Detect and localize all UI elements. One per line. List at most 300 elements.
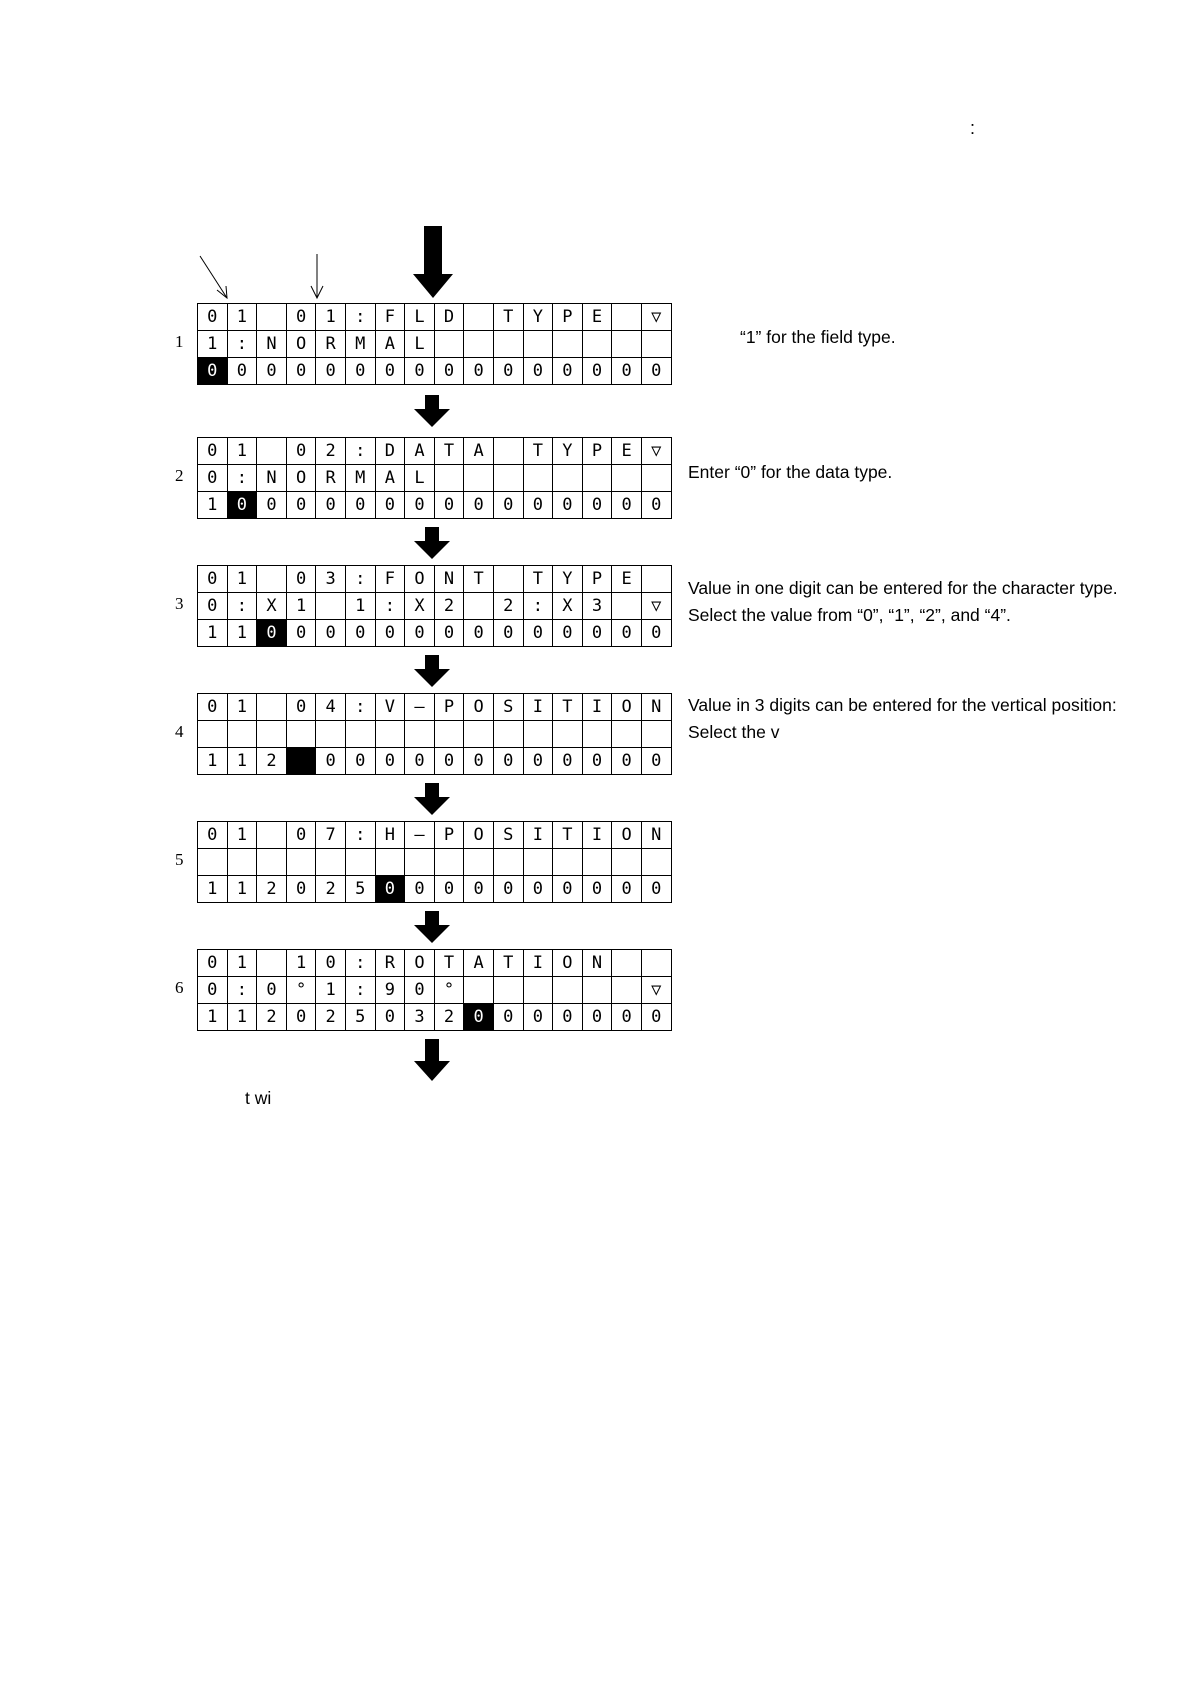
lcd-cell: T <box>435 950 465 977</box>
lcd-cell: 0 <box>642 1004 672 1031</box>
lcd-cell: D <box>435 304 465 331</box>
lcd-cell: : <box>228 331 258 358</box>
lcd-cell: : <box>376 593 406 620</box>
lcd-cell: L <box>405 304 435 331</box>
lcd-cell <box>494 465 524 492</box>
lcd-cell: 0 <box>612 620 642 647</box>
lcd-cell <box>524 849 554 876</box>
lcd-cell: 0 <box>376 492 406 519</box>
lcd-cell: : <box>346 438 376 465</box>
lcd-cell: 0 <box>287 620 317 647</box>
lcd-cell: 9 <box>376 977 406 1004</box>
lcd-cell: 0 <box>464 876 494 903</box>
lcd-cell: N <box>435 566 465 593</box>
lcd-cell: 0 <box>198 304 228 331</box>
lcd-cell: 1 <box>228 566 258 593</box>
lcd-cell: 1 <box>346 593 376 620</box>
lcd-cell: S <box>494 694 524 721</box>
lcd-cell <box>642 849 672 876</box>
lcd-cell <box>612 849 642 876</box>
lcd-cell: Y <box>553 438 583 465</box>
lcd-cell: 0 <box>346 620 376 647</box>
lcd-cell: 0 <box>612 1004 642 1031</box>
lcd-cell: H <box>376 822 406 849</box>
lcd-cell <box>435 849 465 876</box>
down-arrow-icon <box>414 1039 450 1081</box>
lcd-cell <box>228 721 258 748</box>
note-line: Value in one digit can be entered for the character type. <box>688 578 1118 598</box>
lcd-cell: 1 <box>228 1004 258 1031</box>
lcd-cell <box>612 593 642 620</box>
note-line: Enter “0” for the data type. <box>688 462 893 482</box>
lcd-cell: O <box>287 465 317 492</box>
lcd-cell: F <box>376 304 406 331</box>
lcd-cell: X <box>257 593 287 620</box>
lcd-cell: 0 <box>316 620 346 647</box>
lcd-cell: 0 <box>642 358 672 385</box>
lcd-cell: 0 <box>524 1004 554 1031</box>
lcd-cell: 0 <box>553 358 583 385</box>
lcd-cell: 0 <box>198 438 228 465</box>
lcd-screen-6 <box>197 949 672 1031</box>
lcd-cell: 1 <box>228 950 258 977</box>
lcd-cell: 0 <box>316 358 346 385</box>
lcd-cell: ▽ <box>642 304 672 331</box>
lcd-cursor-cell: 0 <box>228 492 258 519</box>
lcd-cell: N <box>257 331 287 358</box>
lcd-cell: 1 <box>228 304 258 331</box>
lcd-cell: : <box>228 593 258 620</box>
lcd-cell: T <box>553 822 583 849</box>
lcd-screen-4 <box>197 693 672 775</box>
lcd-cell: O <box>612 694 642 721</box>
lcd-cell: 0 <box>405 358 435 385</box>
lcd-cell: I <box>524 822 554 849</box>
lcd-cell: 0 <box>553 748 583 775</box>
lcd-cell: N <box>642 822 672 849</box>
lcd-cell: 2 <box>316 1004 346 1031</box>
lcd-cell: E <box>612 566 642 593</box>
lcd-cell <box>524 465 554 492</box>
lcd-cell: 1 <box>228 438 258 465</box>
lcd-cell: 0 <box>198 465 228 492</box>
lcd-cell: ▽ <box>642 593 672 620</box>
lcd-cell: T <box>494 304 524 331</box>
step-number-6: 6 <box>175 978 184 997</box>
note-line: “1” for the field type. <box>740 327 896 347</box>
lcd-cell: S <box>494 822 524 849</box>
lcd-cell: 1 <box>228 694 258 721</box>
lcd-cell: 0 <box>553 876 583 903</box>
lcd-cell <box>583 331 613 358</box>
lcd-cell: 7 <box>316 822 346 849</box>
lcd-cell: Y <box>524 304 554 331</box>
lcd-cell <box>257 694 287 721</box>
lcd-cell: D <box>376 438 406 465</box>
lcd-screen-3 <box>197 565 672 647</box>
lcd-cell: 0 <box>435 358 465 385</box>
lcd-cell <box>494 721 524 748</box>
lcd-cell: 5 <box>346 876 376 903</box>
lcd-cell: 2 <box>435 1004 465 1031</box>
lcd-cell <box>464 465 494 492</box>
lcd-cell: 0 <box>287 492 317 519</box>
lcd-cell: : <box>346 694 376 721</box>
lcd-cell: 0 <box>435 748 465 775</box>
lcd-cell <box>316 721 346 748</box>
lcd-cell: 0 <box>494 748 524 775</box>
note-step-1 <box>740 324 896 351</box>
lcd-cell: 1 <box>198 876 228 903</box>
lcd-cell <box>257 950 287 977</box>
lcd-cell: 0 <box>583 876 613 903</box>
lcd-cell: 2 <box>257 876 287 903</box>
lcd-cell: 0 <box>376 1004 406 1031</box>
lcd-cell <box>405 721 435 748</box>
lcd-cell <box>642 331 672 358</box>
lcd-cell <box>553 331 583 358</box>
lcd-cell <box>198 721 228 748</box>
lcd-cell: 2 <box>316 438 346 465</box>
lcd-cell: T <box>435 438 465 465</box>
lcd-cell: X <box>405 593 435 620</box>
lcd-cell: 3 <box>316 566 346 593</box>
lcd-cell: 0 <box>287 304 317 331</box>
lcd-cell: O <box>612 822 642 849</box>
lcd-cell <box>257 438 287 465</box>
lcd-cell: O <box>464 694 494 721</box>
lcd-screen-5 <box>197 821 672 903</box>
lcd-cell: 1 <box>287 950 317 977</box>
lcd-cell: 0 <box>257 977 287 1004</box>
lcd-cell: N <box>257 465 287 492</box>
lcd-cell: P <box>583 438 613 465</box>
lcd-cell <box>257 566 287 593</box>
lcd-cell: 1 <box>198 492 228 519</box>
lcd-cell: 0 <box>198 950 228 977</box>
lcd-cursor-cell: 0 <box>464 1004 494 1031</box>
lcd-cell: 2 <box>435 593 465 620</box>
lcd-cell: 0 <box>316 492 346 519</box>
lcd-cell: 0 <box>257 358 287 385</box>
lcd-cell <box>376 721 406 748</box>
lcd-cell <box>583 849 613 876</box>
lcd-cell <box>612 331 642 358</box>
lcd-cell: 2 <box>257 1004 287 1031</box>
lcd-cell: : <box>346 822 376 849</box>
lcd-cell: 0 <box>642 876 672 903</box>
lcd-cell: 0 <box>287 358 317 385</box>
lcd-cell <box>257 822 287 849</box>
lcd-cell <box>228 849 258 876</box>
lcd-cell: L <box>405 331 435 358</box>
lcd-cell <box>257 721 287 748</box>
lcd-cell: 0 <box>494 492 524 519</box>
lcd-cell: 0 <box>583 492 613 519</box>
lcd-cell: 2 <box>316 876 346 903</box>
lcd-cell <box>316 593 346 620</box>
lcd-cell: 0 <box>464 748 494 775</box>
lcd-cell: 0 <box>198 822 228 849</box>
lcd-cell: 0 <box>553 1004 583 1031</box>
lcd-cell: 0 <box>583 358 613 385</box>
lcd-cell <box>583 721 613 748</box>
lcd-cell: 0 <box>405 748 435 775</box>
lcd-cell <box>198 849 228 876</box>
lcd-cell: : <box>228 977 258 1004</box>
lcd-cell <box>435 331 465 358</box>
lcd-cell: I <box>524 950 554 977</box>
lcd-cell: 0 <box>524 492 554 519</box>
lcd-cell <box>494 566 524 593</box>
lcd-cell: M <box>346 465 376 492</box>
lcd-cell: 0 <box>376 358 406 385</box>
lcd-cell <box>346 849 376 876</box>
lcd-cell: 3 <box>405 1004 435 1031</box>
lcd-cell: 2 <box>257 748 287 775</box>
lcd-cell <box>642 465 672 492</box>
lcd-cell: 1 <box>198 1004 228 1031</box>
note-line: Value in 3 digits can be entered for the vertical position: <box>688 695 1117 715</box>
lcd-cell: 0 <box>405 620 435 647</box>
lcd-cell: I <box>583 694 613 721</box>
lcd-cell: 0 <box>287 694 317 721</box>
lcd-cell: F <box>376 566 406 593</box>
lcd-cell <box>494 849 524 876</box>
lcd-cell: 1 <box>287 593 317 620</box>
lcd-cell: 0 <box>287 822 317 849</box>
lcd-cell <box>553 721 583 748</box>
lcd-cell <box>257 849 287 876</box>
lcd-cell <box>316 849 346 876</box>
lcd-cell <box>524 721 554 748</box>
lcd-cell: E <box>583 304 613 331</box>
lcd-cell <box>553 977 583 1004</box>
lcd-cell: 0 <box>583 1004 613 1031</box>
lcd-cell: A <box>464 438 494 465</box>
lcd-cell: 0 <box>287 438 317 465</box>
lcd-cell: — <box>405 822 435 849</box>
lcd-cell: 0 <box>464 492 494 519</box>
lcd-cell <box>376 849 406 876</box>
lcd-cell: 0 <box>346 492 376 519</box>
lcd-cell <box>553 849 583 876</box>
lcd-cell: 0 <box>524 748 554 775</box>
lcd-cell: 0 <box>524 620 554 647</box>
lcd-cell <box>464 304 494 331</box>
lcd-cell <box>524 331 554 358</box>
footer-text-fragment: t wi <box>245 1088 272 1108</box>
lcd-cell: T <box>464 566 494 593</box>
lcd-cell: ° <box>287 977 317 1004</box>
lcd-cell: 0 <box>464 358 494 385</box>
lcd-cell <box>464 849 494 876</box>
lcd-cell: A <box>405 438 435 465</box>
lcd-cell: N <box>642 694 672 721</box>
lcd-cell <box>553 465 583 492</box>
lcd-cell: 0 <box>346 748 376 775</box>
lcd-cell: 5 <box>346 1004 376 1031</box>
lcd-cell: 0 <box>376 748 406 775</box>
lcd-cursor-cell <box>287 748 317 775</box>
lcd-cell: 0 <box>435 876 465 903</box>
lcd-cell: O <box>405 950 435 977</box>
lcd-cell <box>612 304 642 331</box>
lcd-cell <box>464 977 494 1004</box>
lcd-cell: 0 <box>376 620 406 647</box>
lcd-cell: 0 <box>524 358 554 385</box>
lcd-cell <box>642 566 672 593</box>
lcd-cell <box>435 465 465 492</box>
lcd-cell: ▽ <box>642 977 672 1004</box>
lcd-cell: 0 <box>198 694 228 721</box>
lcd-cell: 0 <box>405 876 435 903</box>
step-number-2: 2 <box>175 466 184 485</box>
lcd-cell: 0 <box>612 748 642 775</box>
lcd-cell: 2 <box>494 593 524 620</box>
lcd-cell: 1 <box>198 331 228 358</box>
lcd-cell: 1 <box>228 822 258 849</box>
lcd-cursor-cell: 0 <box>257 620 287 647</box>
lcd-cell: : <box>524 593 554 620</box>
lcd-cell: A <box>376 465 406 492</box>
lcd-cell: I <box>524 694 554 721</box>
lcd-cell: 0 <box>494 620 524 647</box>
lcd-cell: O <box>405 566 435 593</box>
lcd-cell: — <box>405 694 435 721</box>
lcd-cell: R <box>376 950 406 977</box>
lcd-cell: 0 <box>464 620 494 647</box>
lcd-cell <box>257 304 287 331</box>
lcd-cell: : <box>346 977 376 1004</box>
lcd-cell: O <box>464 822 494 849</box>
lcd-cell: : <box>346 566 376 593</box>
lcd-cell: X <box>553 593 583 620</box>
lcd-cell: : <box>228 465 258 492</box>
lcd-cell <box>612 721 642 748</box>
lcd-cell: V <box>376 694 406 721</box>
lcd-cell <box>583 465 613 492</box>
lcd-cell <box>642 721 672 748</box>
lcd-cell: P <box>553 304 583 331</box>
lcd-cell <box>464 593 494 620</box>
down-arrow-icon <box>414 783 450 815</box>
lcd-cell: I <box>583 822 613 849</box>
lcd-cell: 1 <box>316 304 346 331</box>
lcd-cell: 0 <box>642 620 672 647</box>
lcd-cell: R <box>316 331 346 358</box>
lcd-cell: 0 <box>198 977 228 1004</box>
lcd-cell: O <box>553 950 583 977</box>
lcd-cell <box>494 438 524 465</box>
note-step-2 <box>688 459 892 486</box>
lcd-cell: 0 <box>287 876 317 903</box>
lcd-cell <box>287 849 317 876</box>
lcd-cell <box>287 721 317 748</box>
lcd-cell: 0 <box>553 620 583 647</box>
lcd-cell: 0 <box>228 358 258 385</box>
lcd-cell: 1 <box>198 620 228 647</box>
down-arrow-icon <box>414 527 450 559</box>
lcd-cell: : <box>346 950 376 977</box>
lcd-cell: T <box>524 438 554 465</box>
lcd-cell: 1 <box>228 620 258 647</box>
lcd-cell: N <box>583 950 613 977</box>
lcd-cell: 0 <box>583 620 613 647</box>
lcd-cell: 0 <box>316 748 346 775</box>
step-number-1: 1 <box>175 332 184 351</box>
lcd-cell <box>464 721 494 748</box>
header-colon: : <box>970 118 976 138</box>
lcd-cell: 0 <box>316 950 346 977</box>
lcd-cell <box>494 977 524 1004</box>
lcd-cell: 0 <box>524 876 554 903</box>
lcd-cell: 0 <box>287 566 317 593</box>
lcd-screen-1 <box>197 303 672 385</box>
lcd-cell: 0 <box>612 876 642 903</box>
lcd-cell <box>612 465 642 492</box>
lcd-cell: 0 <box>346 358 376 385</box>
lcd-cell: T <box>524 566 554 593</box>
note-line: Select the value from “0”, “1”, “2”, and “4”. <box>688 605 1011 625</box>
big-down-arrow-icon <box>413 226 453 298</box>
lcd-cell: 0 <box>494 358 524 385</box>
lcd-cell: 0 <box>405 492 435 519</box>
lcd-cell: 0 <box>553 492 583 519</box>
lcd-cell: 0 <box>287 1004 317 1031</box>
lcd-cell: P <box>435 694 465 721</box>
lcd-cell: ▽ <box>642 438 672 465</box>
lcd-cell: 0 <box>612 492 642 519</box>
lcd-cell: R <box>316 465 346 492</box>
lcd-cell: 0 <box>405 977 435 1004</box>
step-number-5: 5 <box>175 850 184 869</box>
lcd-cell: T <box>494 950 524 977</box>
lcd-screen-2 <box>197 437 672 519</box>
step-number-4: 4 <box>175 722 184 741</box>
lcd-cell: 0 <box>435 492 465 519</box>
lcd-cell: 0 <box>642 748 672 775</box>
lcd-cell <box>524 977 554 1004</box>
lcd-cell: 1 <box>198 748 228 775</box>
step-number-3: 3 <box>175 594 184 613</box>
note-step-3 <box>688 575 1118 629</box>
lcd-cell <box>612 977 642 1004</box>
lcd-cell: M <box>346 331 376 358</box>
lcd-cell <box>494 331 524 358</box>
down-arrow-icon <box>414 395 450 427</box>
pointer-lines-icon <box>190 250 340 302</box>
lcd-cell: 1 <box>316 977 346 1004</box>
lcd-cell <box>464 331 494 358</box>
lcd-cell: ° <box>435 977 465 1004</box>
lcd-cell <box>405 849 435 876</box>
lcd-cell: A <box>376 331 406 358</box>
lcd-cursor-cell: 0 <box>376 876 406 903</box>
lcd-cell: 0 <box>494 1004 524 1031</box>
lcd-cell: 0 <box>583 748 613 775</box>
lcd-cell <box>435 721 465 748</box>
lcd-cell: 0 <box>435 620 465 647</box>
down-arrow-icon <box>414 911 450 943</box>
lcd-cell <box>583 977 613 1004</box>
lcd-cell: P <box>583 566 613 593</box>
lcd-cell: T <box>553 694 583 721</box>
lcd-cell: 0 <box>198 593 228 620</box>
lcd-cell <box>612 950 642 977</box>
lcd-cell: A <box>464 950 494 977</box>
lcd-cell: 3 <box>583 593 613 620</box>
